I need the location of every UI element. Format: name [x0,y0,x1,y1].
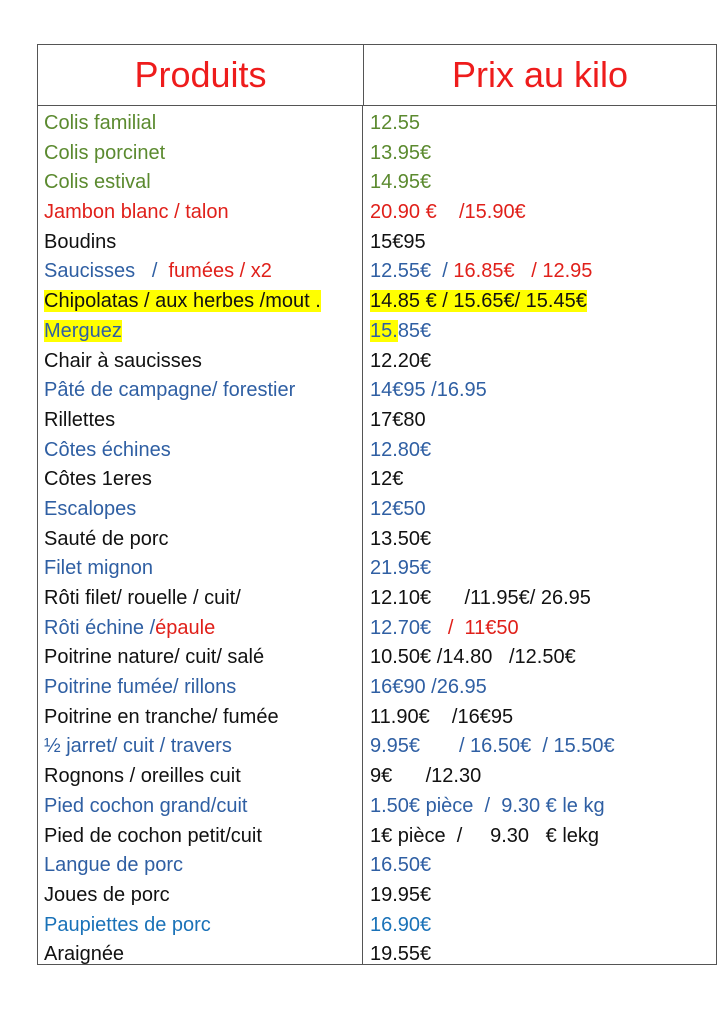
price-cell-text: 14€95 /16.95 [370,379,487,402]
product-cell-text: Rôti échine / [44,616,156,639]
price-cell [370,762,716,792]
product-cell [44,940,362,970]
price-cell-text: 14.85 € / 15.65€/ 15.45€ [370,290,587,313]
price-cell-text: 19.95€ [370,883,432,906]
product-cell [44,168,362,198]
product-cell [44,347,362,377]
product-cell [44,139,362,169]
price-cell-text: 9€ /12.30 [370,765,482,788]
price-cell-text: 1.50€ pièce / 9.30 € le kg [370,794,605,817]
product-cell [44,792,362,822]
header-products: Produits [38,45,364,105]
price-cell [370,168,716,198]
price-cell [370,347,716,377]
product-cell-text: Langue de porc [44,854,184,877]
product-cell [44,287,362,317]
product-cell-text: Paupiettes de porc [44,913,211,936]
price-cell [370,228,716,258]
product-cell [44,732,362,762]
price-cell-text: 12.70€ [370,616,448,639]
price-cell [370,673,716,703]
product-cell-text: Poitrine nature/ cuit/ salé [44,646,265,669]
price-cell [370,525,716,555]
price-cell [370,436,716,466]
product-cell [44,614,362,644]
product-cell-text: Filet mignon [44,557,153,580]
price-cell [370,257,716,287]
product-cell-text: Poitrine fumée/ rillons [44,676,237,699]
product-cell-text: Boudins [44,230,117,253]
price-cell-text: 12.55€ / [370,260,454,283]
price-cell-text: 12.80€ [370,438,432,461]
product-cell [44,673,362,703]
price-cell-text: 11.90€ /16€95 [370,705,514,728]
price-cell [370,881,716,911]
product-cell [44,584,362,614]
price-cell [370,554,716,584]
product-cell-text: Poitrine en tranche/ fumée [44,705,279,728]
prices-column [363,106,716,965]
product-cell-text: ½ jarret/ cuit / travers [44,735,232,758]
price-cell [370,287,716,317]
product-cell [44,228,362,258]
price-cell [370,911,716,941]
price-cell-text: 15. [370,319,398,342]
product-cell [44,257,362,287]
product-cell-text: Chair à saucisses [44,349,202,372]
product-cell-text: épaule [155,616,216,639]
product-cell-text: Pied cochon grand/cuit [44,794,248,817]
price-cell-text: 12.55 [370,112,421,134]
product-cell [44,851,362,881]
price-cell [370,376,716,406]
product-cell [44,376,362,406]
product-cell [44,881,362,911]
price-cell-text: 21.95€ [370,557,432,580]
price-cell-text: 16.50€ [370,854,432,877]
product-cell [44,317,362,347]
header-price: Prix au kilo [451,54,629,95]
price-cell-text: 13.50€ [370,527,432,550]
price-cell-text: 12.10€ /11.95€/ 26.95 [370,587,591,609]
product-cell-text: Pied de cochon petit/cuit [44,824,262,847]
product-cell-text: Jambon blanc / talon [44,201,229,224]
price-cell-text: 16.90€ [370,913,432,936]
price-cell [370,822,716,852]
product-cell-text: Pâté de campagne/ forestier [44,379,296,402]
price-cell-text: 15€95 [370,230,426,253]
product-cell-text: Côtes échines [44,438,171,461]
price-cell-text: 13.95€ [370,141,432,164]
price-cell [370,643,716,673]
product-cell-text: Colis familial [44,112,157,134]
price-cell-text: 12€ [370,468,404,491]
product-cell-text: Joues de porc [44,883,170,906]
price-cell [370,792,716,822]
product-cell [44,198,362,228]
price-cell-text: 9.95€ / 16.50€ / 15.50€ [370,735,615,758]
price-cell-text: 1€ pièce / 9.30 € lekg [370,824,600,847]
price-cell [370,703,716,733]
product-cell [44,406,362,436]
product-cell [44,465,362,495]
price-cell [370,851,716,881]
product-cell [44,436,362,466]
price-cell [370,614,716,644]
product-cell-text: Colis porcinet [44,141,166,164]
price-cell [370,584,716,614]
product-cell-text: Chipolatas / aux herbes /mout . [44,290,321,313]
price-cell [370,406,716,436]
price-cell-text: 10.50€ /14.80 /12.50€ [370,646,576,669]
product-cell [44,911,362,941]
price-cell [370,109,716,139]
product-cell-text: Merguez [44,319,122,342]
product-cell-text: Côtes 1eres [44,468,152,491]
product-cell-text: Rôti filet/ rouelle / cuit/ [44,587,241,609]
price-cell-text: 14.95€ [370,171,432,194]
table-body [38,106,716,965]
product-cell-text: fumées / x2 [168,260,272,283]
price-cell-text: 16€90 /26.95 [370,676,487,699]
product-cell [44,495,362,525]
price-table [37,44,717,965]
price-cell-text: 85€ [397,319,432,342]
price-cell [370,317,716,347]
price-cell-text: 17€80 [370,408,426,431]
product-cell-text: Rillettes [44,408,116,431]
product-cell-text: Rognons / oreilles cuit [44,765,241,788]
product-cell [44,643,362,673]
product-cell [44,109,362,139]
product-cell [44,822,362,852]
price-cell [370,139,716,169]
price-cell-text: / 11€50 [447,616,519,639]
table-header [38,45,716,106]
price-cell-text: 20.90 € /15.90€ [370,201,526,224]
price-cell-text: 12.20€ [370,349,432,372]
product-cell-text: Colis estival [44,171,151,194]
price-cell-text: 19.55€ [370,943,432,966]
price-cell [370,465,716,495]
price-cell [370,732,716,762]
price-cell-text: 16.85€ / 12.95 [453,260,593,283]
product-cell [44,703,362,733]
price-cell [370,198,716,228]
product-cell [44,525,362,555]
product-cell-text: Escalopes [44,497,137,520]
products-column [38,106,363,965]
price-cell [370,495,716,525]
product-cell-text: Saucisses / [44,260,169,283]
product-cell [44,554,362,584]
price-cell-text: 12€50 [370,497,426,520]
product-cell-text: Araignée [44,943,125,966]
price-cell [370,940,716,970]
product-cell-text: Sauté de porc [44,527,169,550]
product-cell [44,762,362,792]
